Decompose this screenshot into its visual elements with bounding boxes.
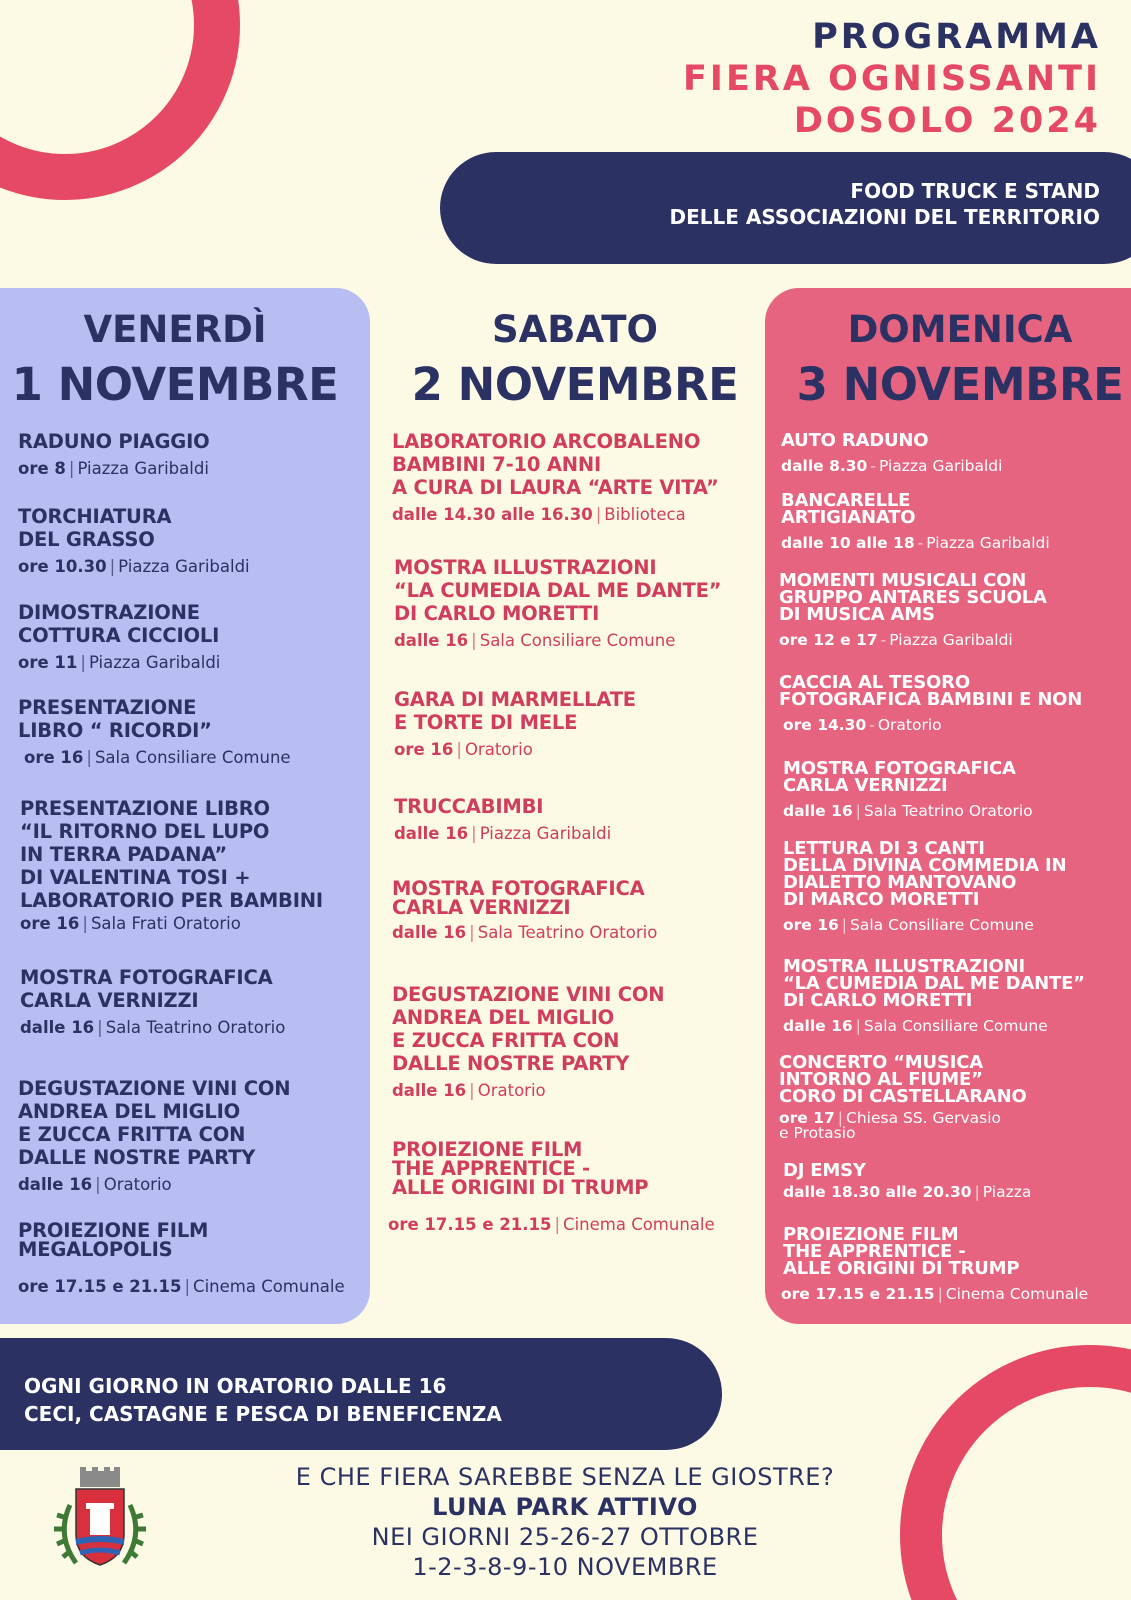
- event-place: Piazza Garibaldi: [118, 557, 250, 576]
- event-place: Cinema Comunale: [563, 1215, 715, 1234]
- event-meta: dalle 16 | Sala Teatrino Oratorio: [392, 923, 658, 942]
- event-meta: dalle 16 | Piazza Garibaldi: [394, 824, 612, 843]
- event-title: RADUNO PIAGGIO: [18, 430, 210, 453]
- event-meta: ore 16 | Sala Consiliare Comune: [24, 748, 291, 767]
- day-column-friday: [0, 288, 370, 1324]
- event-title: MOSTRA ILLUSTRAZIONI “LA CUMEDIA DAL ME DANTE” DI CARLO MORETTI: [394, 556, 722, 625]
- event-time: ore 12 e 17: [779, 631, 878, 649]
- food-truck-banner: [440, 152, 1131, 264]
- title-line-programma: PROGRAMMA: [812, 17, 1101, 57]
- event-place: Sala Consiliare Comune: [94, 748, 291, 767]
- event-place: Sala Consiliare Comune: [863, 1017, 1048, 1035]
- event-title: LABORATORIO ARCOBALENO BAMBINI 7-10 ANNI A CURA DI LAURA “ARTE VITA”: [392, 430, 719, 499]
- event-place: Oratorio: [464, 740, 533, 759]
- ring-decoration-bottom-right: [900, 1345, 1131, 1600]
- day-date: 1 NOVEMBRE: [11, 358, 339, 411]
- event-item: [779, 674, 1082, 734]
- event-meta: ore 16 | Sala Consiliare Comune: [783, 916, 1034, 934]
- food-banner-line2: DELLE ASSOCIAZIONI DEL TERRITORIO: [669, 205, 1100, 229]
- event-item: [18, 696, 291, 767]
- event-meta: dalle 16 | Oratorio: [18, 1175, 172, 1194]
- event-place: Piazza Garibaldi: [926, 534, 1050, 552]
- event-place: Piazza Garibaldi: [479, 824, 612, 843]
- event-title: DIMOSTRAZIONE COTTURA CICCIOLI: [18, 601, 220, 647]
- event-meta: ore 11 | Piazza Garibaldi: [18, 653, 221, 672]
- event-place: Cinema Comunale: [193, 1277, 345, 1296]
- event-meta: dalle 16 | Sala Consiliare Comune: [783, 1017, 1048, 1035]
- event-title: MOSTRA FOTOGRAFICA CARLA VERNIZZI: [20, 966, 273, 1012]
- page-title: [683, 16, 1101, 142]
- event-place: Oratorio: [877, 716, 942, 734]
- event-place: Piazza Garibaldi: [878, 457, 1003, 475]
- event-time: ore 11: [18, 653, 78, 672]
- event-item: [392, 430, 719, 524]
- event-time: ore 8: [18, 459, 66, 478]
- oratorio-banner: [0, 1338, 722, 1450]
- event-item: [388, 1138, 715, 1234]
- event-place: Oratorio: [103, 1175, 172, 1194]
- event-item: [783, 760, 1033, 820]
- event-meta: dalle 16 | Sala Teatrino Oratorio: [783, 802, 1033, 820]
- event-time: ore 17: [779, 1109, 835, 1127]
- event-title: PRESENTAZIONE LIBRO “ RICORDI”: [18, 696, 212, 742]
- event-item: [783, 1162, 1031, 1201]
- event-meta: dalle 14.30 alle 16.30 | Biblioteca: [392, 505, 686, 524]
- event-time: dalle 10 alle 18: [781, 534, 915, 552]
- event-title: LETTURA DI 3 CANTI DELLA DIVINA COMMEDIA IN DIALETTO MANTOVANO DI MARCO MORETTI: [783, 838, 1067, 910]
- event-title: TORCHIATURA DEL GRASSO: [18, 505, 172, 551]
- event-item: [394, 795, 611, 843]
- event-meta: ore 16 | Oratorio: [394, 740, 533, 759]
- event-item: [783, 958, 1085, 1035]
- event-place: Piazza: [982, 1183, 1032, 1201]
- event-item: [781, 432, 1002, 475]
- event-meta: ore 17.15 e 21.15 | Cinema Comunale: [781, 1285, 1089, 1303]
- event-title: DEGUSTAZIONE VINI CON ANDREA DEL MIGLIO E ZUCCA FRITTA CON DALLE NOSTRE PARTY: [392, 983, 665, 1075]
- event-place: Sala Consiliare Comune: [479, 631, 676, 650]
- event-item: [18, 1077, 290, 1194]
- event-title: DEGUSTAZIONE VINI CON ANDREA DEL MIGLIO E ZUCCA FRITTA CON DALLE NOSTRE PARTY: [18, 1077, 291, 1169]
- event-title: GARA DI MARMELLATE E TORTE DI MELE: [394, 688, 636, 734]
- oratorio-banner-line2: CECI, CASTAGNE E PESCA DI BENEFICENZA: [24, 1402, 502, 1426]
- event-time: dalle 16: [394, 824, 469, 843]
- event-time: dalle 16: [20, 1018, 95, 1037]
- event-item: [394, 556, 721, 650]
- day-name: VENERDÌ: [83, 308, 267, 351]
- event-title: MOSTRA FOTOGRAFICA CARLA VERNIZZI: [783, 758, 1016, 796]
- event-item: [779, 572, 1047, 649]
- oratorio-banner-line1: OGNI GIORNO IN ORATORIO DALLE 16: [24, 1374, 447, 1398]
- event-time: ore 16: [394, 740, 454, 759]
- event-time: dalle 8.30: [781, 457, 868, 475]
- event-place: Piazza Garibaldi: [88, 653, 221, 672]
- comune-crest-icon: [50, 1465, 150, 1575]
- luna-park-notice: [210, 1462, 920, 1582]
- event-place: Sala Frati Oratorio: [90, 914, 241, 933]
- event-title: PROIEZIONE FILM MEGALOPOLIS: [18, 1219, 209, 1261]
- event-meta: ore 17.15 e 21.15 | Cinema Comunale: [18, 1277, 345, 1296]
- event-time: dalle 14.30 alle 16.30: [392, 505, 593, 524]
- event-item: [18, 601, 220, 672]
- event-meta: dalle 16 | Sala Teatrino Oratorio: [20, 1018, 286, 1037]
- luna-line1: E CHE FIERA SAREBBE SENZA LE GIOSTRE?: [295, 1463, 835, 1491]
- event-meta: dalle 16 | Oratorio: [392, 1081, 546, 1100]
- event-time: ore 17.15 e 21.15: [781, 1285, 935, 1303]
- event-time: dalle 16: [392, 923, 467, 942]
- event-place: Piazza Garibaldi: [77, 459, 209, 478]
- event-place: Sala Consiliare Comune: [850, 916, 1034, 934]
- event-title: DJ EMSY: [783, 1160, 866, 1181]
- day-date: 3 NOVEMBRE: [796, 358, 1124, 411]
- event-meta: dalle 18.30 alle 20.30 | Piazza: [783, 1183, 1032, 1201]
- event-title: CACCIA AL TESORO FOTOGRAFICA BAMBINI E NON: [779, 672, 1083, 710]
- day-name: SABATO: [492, 308, 658, 351]
- event-title: PROIEZIONE FILM THE APPRENTICE - ALLE ORIGINI DI TRUMP: [392, 1138, 649, 1199]
- event-meta: ore 16 | Sala Frati Oratorio: [20, 914, 241, 933]
- event-item: [18, 505, 250, 576]
- event-time: ore 10.30: [18, 557, 107, 576]
- luna-line3: NEI GIORNI 25-26-27 OTTOBRE: [371, 1523, 759, 1551]
- event-time: ore 16: [783, 916, 839, 934]
- event-time: dalle 16: [18, 1175, 93, 1194]
- event-title: MOSTRA FOTOGRAFICA CARLA VERNIZZI: [392, 877, 645, 919]
- event-title: PROIEZIONE FILM THE APPRENTICE - ALLE ORIGINI DI TRUMP: [783, 1224, 1020, 1279]
- event-meta: ore 17 | Chiesa SS. Gervasio e Protasio: [779, 1109, 1001, 1142]
- event-place: Sala Teatrino Oratorio: [477, 923, 658, 942]
- day-column-sunday: [765, 288, 1131, 1324]
- event-place: Chiesa SS. Gervasio e Protasio: [779, 1109, 1001, 1142]
- event-title: MOMENTI MUSICALI CON GRUPPO ANTARES SCUOLA DI MUSICA AMS: [779, 570, 1047, 625]
- event-meta: ore 17.15 e 21.15 | Cinema Comunale: [388, 1215, 715, 1234]
- event-title: BANCARELLE ARTIGIANATO: [781, 490, 916, 528]
- title-line-fiera: FIERA OGNISSANTI: [683, 59, 1101, 99]
- event-time: ore 17.15 e 21.15: [388, 1215, 552, 1234]
- event-item: [18, 430, 210, 478]
- event-time: dalle 18.30 alle 20.30: [783, 1183, 972, 1201]
- event-time: dalle 16: [783, 802, 853, 820]
- event-time: dalle 16: [394, 631, 469, 650]
- event-item: [781, 492, 1050, 552]
- event-item: [392, 879, 657, 942]
- ring-decoration-top-left: [0, 0, 240, 200]
- title-line-dosolo: DOSOLO 2024: [793, 101, 1101, 141]
- event-item: [18, 1221, 345, 1296]
- day-date: 2 NOVEMBRE: [411, 358, 739, 411]
- event-meta: dalle 16 | Sala Consiliare Comune: [394, 631, 676, 650]
- day-name: DOMENICA: [847, 308, 1073, 351]
- event-title: PRESENTAZIONE LIBRO “IL RITORNO DEL LUPO IN TERRA PADANA” DI VALENTINA TOSI + LABORATORIO PER BAMBINI: [20, 797, 323, 912]
- event-meta: ore 12 e 17 - Piazza Garibaldi: [779, 631, 1013, 649]
- event-item: [394, 688, 636, 759]
- event-time: ore 16: [20, 914, 80, 933]
- event-item: [779, 1054, 1027, 1141]
- event-meta: dalle 10 alle 18 - Piazza Garibaldi: [781, 534, 1050, 552]
- event-place: Piazza Garibaldi: [889, 631, 1013, 649]
- event-place: Biblioteca: [604, 505, 686, 524]
- event-place: Sala Teatrino Oratorio: [105, 1018, 286, 1037]
- event-item: [392, 983, 664, 1100]
- event-time: dalle 16: [783, 1017, 853, 1035]
- event-place: Oratorio: [477, 1081, 546, 1100]
- food-banner-line1: FOOD TRUCK E STAND: [850, 179, 1100, 203]
- event-place: Cinema Comunale: [945, 1285, 1089, 1303]
- event-title: CONCERTO “MUSICA INTORNO AL FIUME” CORO DI CASTELLARANO: [779, 1052, 1027, 1107]
- event-time: dalle 16: [392, 1081, 467, 1100]
- event-time: ore 17.15 e 21.15: [18, 1277, 182, 1296]
- day-column-saturday: [390, 288, 760, 1324]
- event-item: [20, 966, 285, 1037]
- event-item: [783, 840, 1066, 934]
- event-time: ore 14.30: [783, 716, 867, 734]
- luna-line2: LUNA PARK ATTIVO: [432, 1493, 698, 1521]
- event-meta: dalle 8.30 - Piazza Garibaldi: [781, 457, 1003, 475]
- event-meta: ore 14.30 - Oratorio: [783, 716, 942, 734]
- event-title: TRUCCABIMBI: [394, 795, 544, 818]
- event-title: MOSTRA ILLUSTRAZIONI “LA CUMEDIA DAL ME DANTE” DI CARLO MORETTI: [783, 956, 1085, 1011]
- event-title: AUTO RADUNO: [781, 430, 929, 451]
- event-time: ore 16: [24, 748, 84, 767]
- event-meta: ore 8 | Piazza Garibaldi: [18, 459, 209, 478]
- event-item: [20, 797, 323, 933]
- event-item: [783, 1226, 1088, 1303]
- luna-line4: 1-2-3-8-9-10 NOVEMBRE: [412, 1553, 718, 1581]
- event-place: Sala Teatrino Oratorio: [863, 802, 1033, 820]
- event-meta: ore 10.30 | Piazza Garibaldi: [18, 557, 250, 576]
